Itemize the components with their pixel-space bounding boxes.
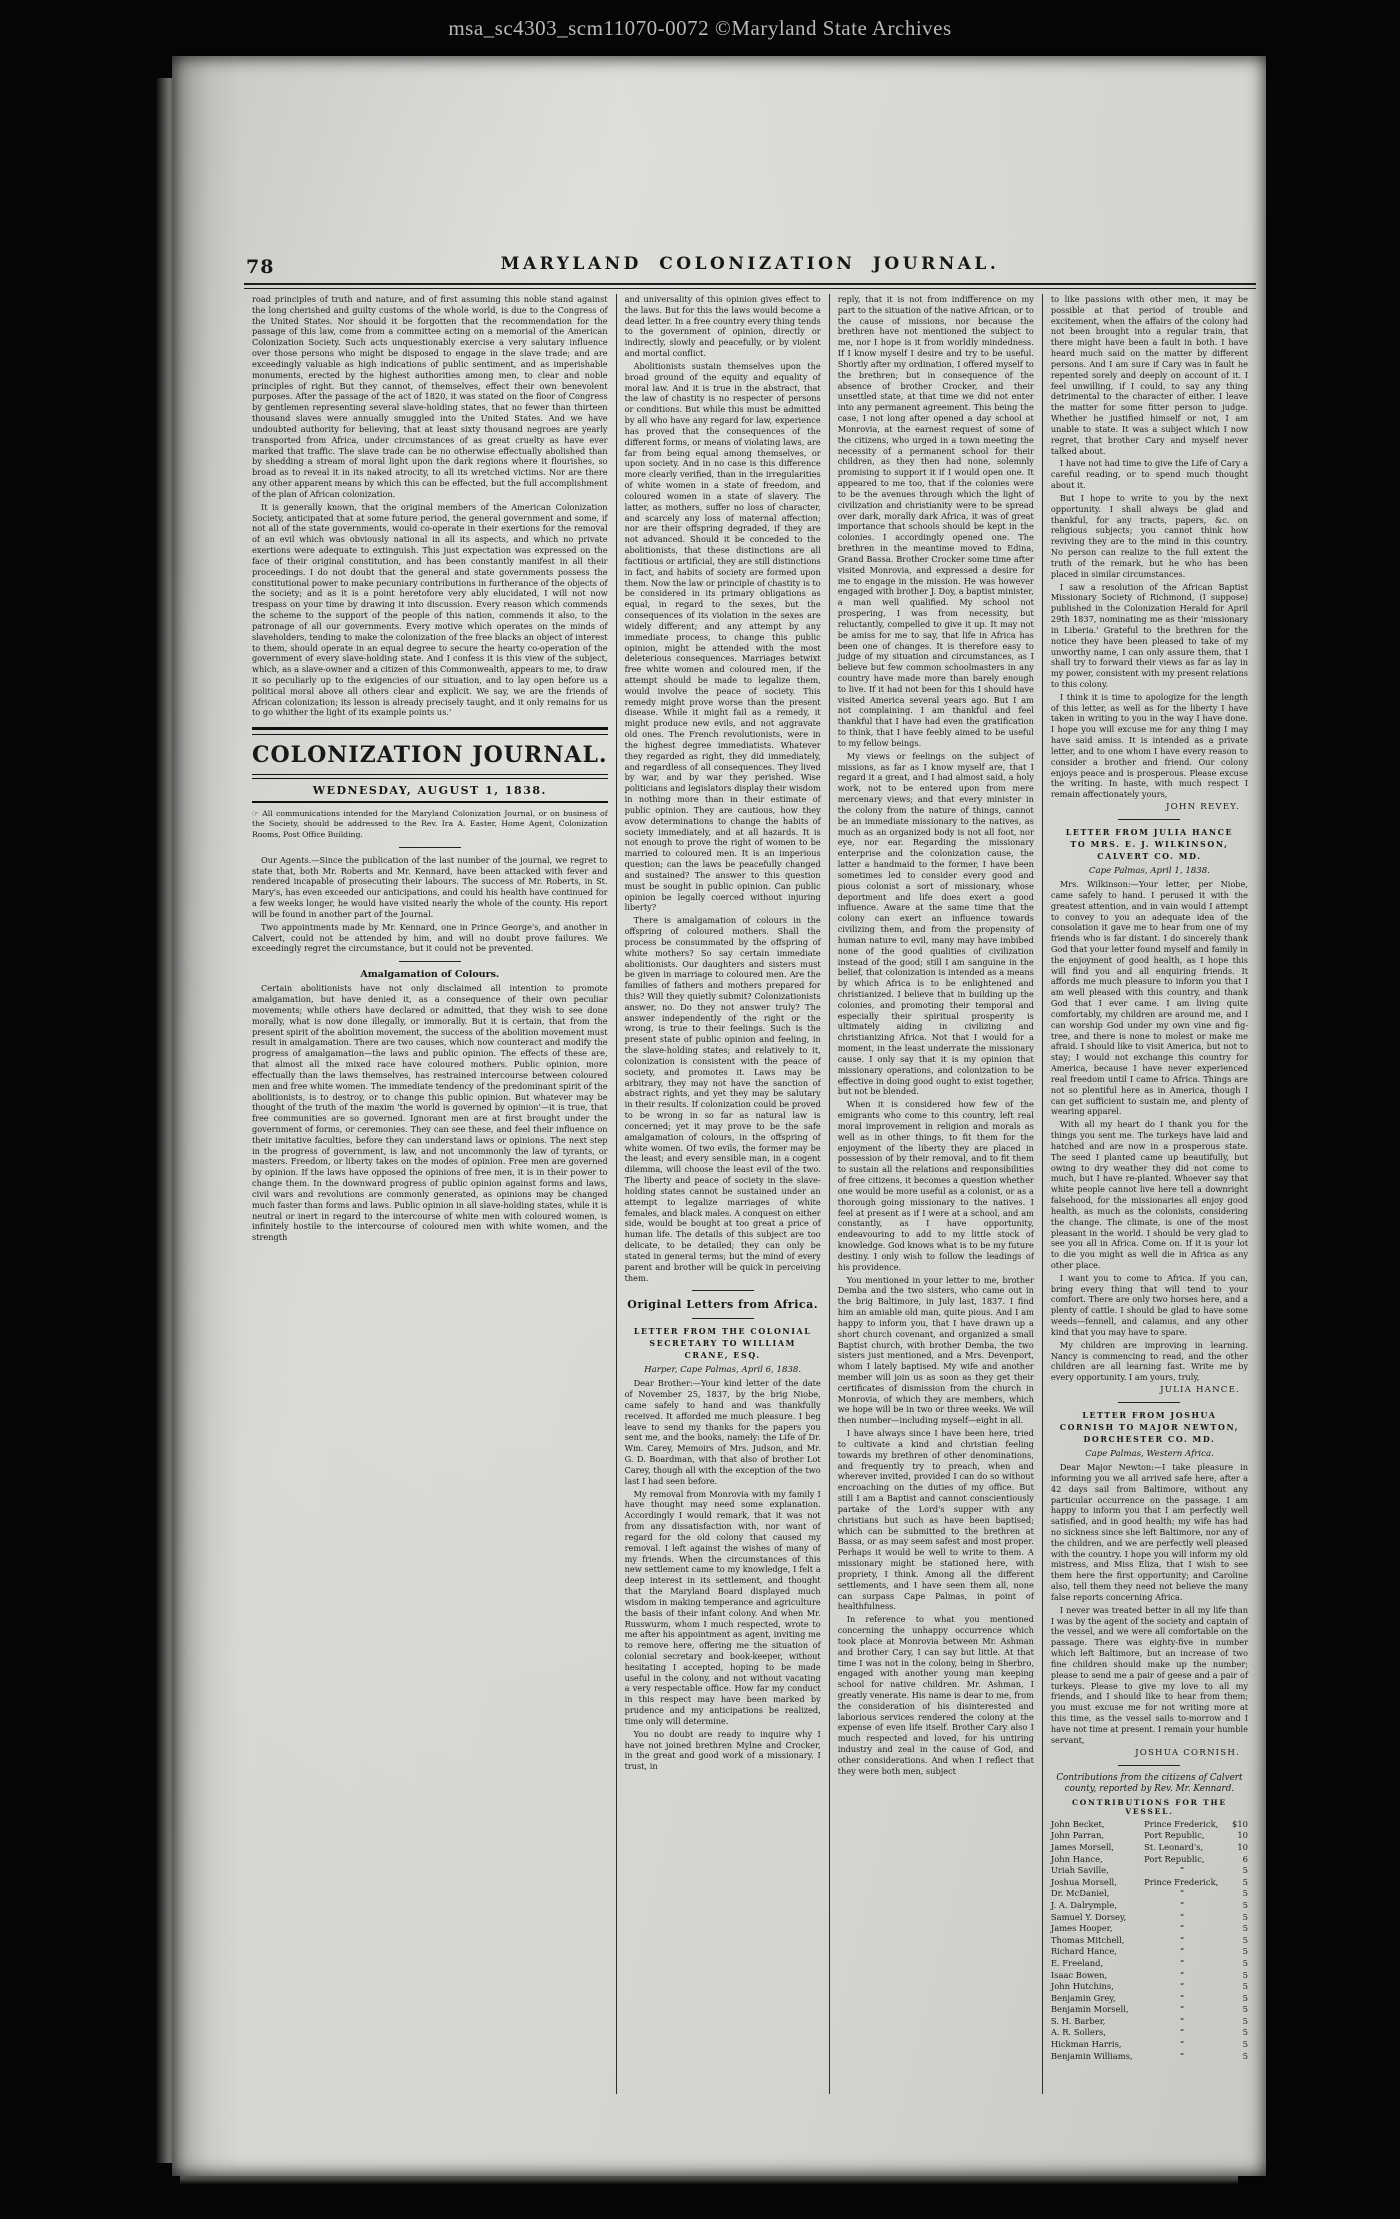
contributor-name: Dr. McDaniel, [1050, 1888, 1110, 1899]
contributor-name: A. R. Sollers, [1050, 2027, 1106, 2038]
contributor-place: “ [1179, 1957, 1185, 1968]
journal-masthead [252, 727, 608, 803]
contribution-amount: 5 [1242, 1934, 1248, 1945]
article-paragraph: It is generally known, that the original members of the American Colonization Society, anticipated that at some future period, the general government and some, if not all of the state governments, would co-operate in their exertions for the removal of an evil which was obviously national in all its aspects, and which no private exertions were adequate to extinguish. This just expectation was expressed on the face of their original constitution, and has been constantly manifest in all their proceedings. I do not doubt that the general and state governments possess the constitutional power to make pecuniary contributions in furtherance of the objects of the society; and as it is a point heretofore very ably elucidated, I will not now trespass on your time by drawing it into discussion. Every reason which commends the scheme to the support of the people of this nation, commends it also, to the patronage of all our governments. Every motive which operates on the minds of slaveholders, tending to make the colonization of the free blacks an object of interest to them, should operate in an equal degree to secure the hearty co-operation of the government of every slave-holding state. And I confess it is this view of the subject, which, as a slave-owner and a citizen of this Commonwealth, appears to me, to draw it so peculiarly up to the exigencies of our situation, and to lay open before us a political moral above all others clear and explicit. We say, we are the friends of African colonization; its lesson is already precisely taught, and it only remains for us to go whither the light of its example points us.' [252, 501, 608, 718]
letter-paragraph: I saw a resolution of the African Baptist Missionary Society of Richmond, (I suppose) published in the Colonization Herald for April 29th 1837, nominating me as their 'missionary in Liberia.' Grateful to the brethren for the notice they have been pleased to take of my unworthy name, I can only assure them, that I shall try to forward their views as far as lay in my power, consistent with my present relations to this colony. [1050, 581, 1248, 689]
agents-paragraph: Our Agents.—Since the publication of the last number of the journal, we regret to state that, both Mr. Roberts and Mr. Kennard, have been attacked with fever and rendered incapable of prosecuting their labours. The success of Mr. Roberts, in St. Mary's, has even exceeded our anticipations, and could his health have continued for a few weeks longer, he would have visited nearly the whole of the county. His report will be found in another part of the Journal. [252, 854, 608, 919]
contribution-amount: 5 [1242, 2027, 1248, 2038]
communications-notice: ☞ All communications intended for the Maryland Colonization Journal, or on business of the Society, should be addressed to the Rev. Ira A. Easter, Home Agent, Colonization Rooms, Post Office Building. [252, 809, 608, 839]
letter-paragraph: I want you to come to Africa. If you can, bring every thing that will tend to your comfort. There are only two horses here, and a plenty of cattle. I should be glad to have some weeds—fennell, and calamus, and any other kind that you may have to spare. [1050, 1272, 1248, 1337]
letter-paragraph: Dear Brother:—Your kind letter of the date of November 25, 1837, by the brig Niobe, came safely to hand and was thankfully received. It afforded me much pleasure. I beg leave to send my thanks for the papers you sent me, and the books, namely: the Life of Dr. Wm. Carey, Memoirs of Mrs. Judson, and Mr. G. D. Boardman, with that also of brother Lot Carey, though all with the exception of the two last I had seen before. [624, 1378, 821, 1486]
contributions-subtitle: CONTRIBUTIONS FOR THE VESSEL. [1071, 1797, 1227, 1816]
divider [692, 1318, 754, 1319]
contribution-row [1051, 1958, 1248, 1970]
signature: JOHN REVEY. [1166, 802, 1240, 813]
letter-paragraph: You mentioned in your letter to me, brother Demba and the two sisters, who came out in the brig Baltimore, in July last, 1837. I find him an amiable old man, quite pious. And I am happy to inform you, that I have drawn up a short church covenant, and organized a small Baptist church, with brother Demba, the two sisters just mentioned, and a Mrs. Devenport, whom I lately baptised. My wife and another member will join us as soon as they get their certificates of dismission from the church in Monrovia, of which they are members, which we hope will be in two or three weeks. We will then number—including myself—eight in all. [837, 1274, 1034, 1426]
contribution-row [1051, 2004, 1248, 2016]
contribution-row [1051, 1854, 1248, 1866]
page-number: 78 [246, 256, 275, 278]
contributor-name: John Becket, [1050, 1818, 1105, 1829]
contributor-name: Benjamin Morsell, [1050, 2004, 1129, 2015]
contribution-amount: 5 [1242, 1992, 1248, 2003]
contributor-name: Benjamin Grey, [1050, 1992, 1116, 2003]
column-4 [1043, 294, 1256, 2094]
letter-heading: LETTER FROM JULIA HANCE TO MRS. E. J. WILKINSON, CALVERT CO. MD. [1065, 828, 1234, 861]
contributor-place: “ [1179, 2039, 1185, 2050]
contribution-amount: 5 [1242, 1911, 1248, 1922]
contributor-place: “ [1179, 2027, 1185, 2038]
contributor-name: Benjamin Williams, [1050, 2050, 1133, 2061]
contribution-row [1051, 1830, 1248, 1842]
contribution-amount: 5 [1242, 2039, 1248, 2050]
letter-heading: LETTER FROM JOSHUA CORNISH TO MAJOR NEWTON, DORCHESTER CO. MD. [1059, 1411, 1240, 1444]
contributor-place: St. Leonard's, [1144, 1841, 1204, 1852]
contributor-place: Prince Frederick, [1144, 1818, 1219, 1829]
masthead-title: COLONIZATION JOURNAL. [252, 742, 608, 769]
letter-paragraph: My removal from Monrovia with my family I have thought may need some explanation. Accordingly I would remark, that it was not from any dissatisfaction with, nor want of regard for the old colony that caused my removal. I left against the wishes of many of my friends. When the circumstances of this new settlement came to my knowledge, I felt a deep interest in its settlement, and thought that the Maryland Board displayed much wisdom in making temperance and agriculture the basis of their infant colony. And when Mr. Russwurm, whom I much respected, wrote to me after his appointment as agent, inviting me to remove here, offering me the situation of colonial secretary and book-keeper, without hesitating I accepted, hoping to be made useful in the colony, and not without vacating a very respectable office. How far my conduct in this respect may have been marked by prudence and my anticipations be realized, time only will determine. [624, 1488, 821, 1726]
contributor-name: Thomas Mitchell, [1050, 1934, 1125, 1945]
header-rule [244, 283, 1256, 289]
contribution-amount: 5 [1242, 1969, 1248, 1980]
masthead-rule [252, 801, 608, 803]
contributor-name: James Hooper, [1050, 1923, 1113, 1934]
contribution-amount: 5 [1242, 1888, 1248, 1899]
agents-paragraph: Two appointments made by Mr. Kennard, one in Prince George's, and another in Calvert, could not be attended by him, and will no doubt prove failures. We exceedingly regret the circumstance, but it could not be prevented. [252, 921, 608, 954]
contribution-row [1051, 2016, 1248, 2028]
contributor-name: Richard Hance, [1050, 1946, 1117, 1957]
masthead-rule [252, 727, 608, 735]
page-content [244, 254, 1256, 2094]
letter-paragraph: In reference to what you mentioned concerning the unhappy occurrence which took place at Monrovia between Mr. Ashman and brother Cary, I can say but little. At that time I was not in the colony, being in Sherbro, engaged with another young man keeping school for native children. Mr. Ashman, I greatly venerate. His name is dear to me, from the consideration of his disinterested and laborious services rendered the colony at the expense of even life itself. Brother Cary also I much respected and loved, for his untiring industry and zeal in the cause of God, and other considerations. And when I reflect that they were both men, subject [837, 1614, 1034, 1776]
contributor-place: “ [1179, 1992, 1185, 2003]
article-paragraph: Certain abolitionists have not only disclaimed all intention to promote amalgamation, but have denied it, as a consequence of their own peculiar movements; while others have declared or admitted, that they wish to see done morally, what is now done illegally, or immorally. But it is certain, that from the present spirit of the abolition movement, the success of the abolition movement must result in amalgamation. There are two causes, which now counteract and modify the progress of amalgamation—the laws and public opinion. The effects of these are, that almost all the mixed race have coloured mothers. Public opinion, more effectually than the laws themselves, has restrained intercourse between coloured men and free white women. The immediate tendency of the predominant spirit of the abolitionists, is to destroy, or to change this public opinion. But whatever may be thought of the truth of the maxim 'the world is governed by opinion'—it is true, that free communities are so governed. Ignorant men are at first brought under the government of forms, or ceremonies. They can see these, and feel their influence on their imitative faculties, before they can understand laws or opinions. The next step in the progress of government, is law, and not uncommonly the law of tyrants, or masters. Freedom, or liberty takes on the modes of opinion. Free men are governed by opinion. If the laws have opposed the opinions of free men, it is in their power to change them. In the downward progress of public opinion against forms and laws, civil wars and revolutions are commonly generated, as opinions may be changed much faster than forms and laws. Public opinion in all slave-holding states, while it is neutral or inert in regard to the intercourse of white men with coloured women, is infinitely hostile to the intercourse of coloured men with white women, and the strength [252, 983, 608, 1243]
contribution-row [1051, 1946, 1248, 1958]
divider [1118, 819, 1180, 820]
contributor-name: John Parran, [1050, 1830, 1105, 1841]
contributor-place: “ [1179, 1888, 1185, 1899]
letter-dateline: Cape Palmas, Western Africa. [1085, 1448, 1214, 1459]
contributor-place: “ [1179, 1981, 1185, 1992]
contribution-amount: 5 [1242, 1923, 1248, 1934]
contribution-row [1051, 1935, 1248, 1947]
contributor-place: “ [1179, 1934, 1185, 1945]
article-paragraph: and universality of this opinion gives effect to the laws. But for this the laws would become a dead letter. In a free country every thing tends to the government of opinion, directly or indirectly, slowly and peacefully, or by violent and mortal conflict. [624, 294, 821, 359]
contribution-row [1051, 1819, 1248, 1831]
running-title: MARYLAND COLONIZATION JOURNAL. [500, 254, 1000, 274]
archive-watermark: msa_sc4303_scm11070-0072 ©Maryland State Archives [448, 16, 952, 40]
contribution-amount: 5 [1242, 1899, 1248, 1910]
contribution-row [1051, 2039, 1248, 2051]
letter-paragraph: to like passions with other men, it may be possible at that period of trouble and excitement, when the affairs of the colony had not been brought into a regular train, that there might have been a fault in both. I have heard much said on the matter by different persons. And I am sure if Cary was in fault he repented sorely and deeply on account of it. I feel unwilling, if I could, to say any thing detrimental to the character of either. I leave the matter for some fitter person to judge. Whether he justified himself or not, I am unable to state. It was a subject which I now regret, that brother Cary and myself never talked about. [1050, 294, 1248, 456]
contributor-name: Uriah Saville, [1050, 1865, 1109, 1876]
letter-paragraph: When it is considered how few of the emigrants who come to this country, left real moral improvement in religion and morals as well as in other things, to fit them for the enjoyment of the liberty they are placed in possession of by their removal, and to fit them to sustain all the relations and responsibilities of free citizens, it becomes a question whether one would be more useful as a colonist, or as a thorough going missionary to the natives. I feel at present as if I were at a school, and am constantly, as I have opportunity, endeavouring to add to my little stock of knowledge. God knows what is to be my future destiny. I only wish to follow the leadings of his providence. [837, 1099, 1034, 1272]
columns [244, 294, 1256, 2094]
letter-dateline: Harper, Cape Palmas, April 6, 1838. [644, 1364, 802, 1375]
letter-paragraph: I have not had time to give the Life of Cary a careful reading, or to spend much thought about it. [1050, 458, 1248, 491]
contribution-row [1051, 1842, 1248, 1854]
letter-paragraph: Mrs. Wilkinson:—Your letter, per Niobe, came safely to hand. I perused it with the greatest attention, and in vain would I attempt to convey to you an adequate idea of the consolation it gave me to hear from one of my friends who is far distant. I do sincerely thank God that your letter found myself and family in the enjoyment of good health, as I hope this will find you and all enquiring friends. It affords me much pleasure to inform you that I am well pleased with this country, and thank God that I ever came. I am living quite comfortably, my children are around me, and I can worship God under my own vine and fig-tree, and there is none to molest or make me afraid. I should like to visit America, but not to stay; I would not exchange this country for America, because I have never experienced real freedom until I came to Africa. Things are not so plentiful here as in America, though I can get sufficient to sustain me, and plenty of wearing apparel. [1050, 879, 1248, 1117]
letter-paragraph: reply, that it is not from indifference on my part to the situation of the native African, or to the cause of missions, nor because the brethren have not mentioned the subject to me, nor I hope is it from worldly mindedness. If I know myself I desire and try to be useful. Shortly after my ordination, I offered myself to the brethren; but in consequence of the absence of brother Crocker, and their unsettled state, at that time we did not enter into any permanent agreement. This being the case, I not long after opened a day school at Monrovia, at the earnest request of some of the citizens, who urged in a town meeting the necessity of a permanent school for their children, as they then had none, solemnly promising to support it if I would open one. It appeared to me too, that if the colonies were to be the avenues through which the light of civilization and christianity were to be spread over dark, morally dark Africa, it was of great importance that schools should be kept in the colonies. I accordingly opened one. The brethren in the meantime moved to Edina, Grand Bassa. Brother Crocker some time after visited Monrovia, and expressed a desire for me to engage in the mission. He was however engaged with brother J. Doy, a baptist minister, a man well qualified. My school not prospering, I was from necessity, but reluctantly, compelled to give it up. It may not be amiss for me to say, that life in Africa has been one of changes. It is therefore easy to judge of my situation and circumstances, as I believe but few common schoolmasters in any country have made more than barely enough to live. If it had not been for this I should have visited America several years ago. But I am not complaining. I am thankful and feel thankful that I have had even the gratification to think, that I have feebly aimed to be useful to my fellow beings. [837, 294, 1034, 748]
contributor-place: “ [1179, 2015, 1185, 2026]
letter-paragraph: You no doubt are ready to inquire why I have not joined brethren Mylne and Crocker, in the great and good work of a missionary. I trust, in [624, 1728, 821, 1772]
page-spine-shadow [172, 56, 242, 2176]
page-header [244, 254, 1256, 280]
contribution-amount: 10 [1237, 1830, 1248, 1841]
contribution-amount: 5 [1242, 1876, 1248, 1887]
letter-paragraph: My children are improving in learning. Nancy is commencing to read, and the other children are all learning fast. Write me by every opportunity. I am yours, truly, [1050, 1339, 1248, 1383]
contribution-row [1051, 1993, 1248, 2005]
contribution-row [1051, 2027, 1248, 2039]
contributor-name: J. A. Dalrymple, [1050, 1899, 1117, 1910]
contributions-table [1051, 1819, 1248, 2062]
contribution-row [1051, 1981, 1248, 1993]
contribution-row [1051, 1877, 1248, 1889]
contributor-name: James Morsell, [1050, 1841, 1114, 1852]
signature: JULIA HANCE. [1160, 1385, 1240, 1396]
letter-paragraph: Dear Major Newton:—I take pleasure in informing you we all arrived safe here, after a 42 days sail from Baltimore, without any particular occurrence on the passage. I am happy to inform you that I am perfectly well satisfied, and in good health; my wife has had no sickness since she left Baltimore, nor any of the children, and we are perfectly well pleased with the country. I hope you will inform my old mistress, and Miss Eliza, that I wish to see them here the first opportunity; and Caroline also, tell them they need not believe the many false reports concerning Africa. [1050, 1462, 1248, 1602]
divider [1118, 1765, 1180, 1766]
contribution-amount: 5 [1242, 1865, 1248, 1876]
contributor-name: Hickman Harris, [1050, 2039, 1122, 2050]
contributor-name: Samuel Y. Dorsey, [1050, 1911, 1127, 1922]
contributor-place: “ [1179, 2050, 1185, 2061]
contributor-place: “ [1179, 1969, 1185, 1980]
contribution-amount: 5 [1242, 1946, 1248, 1957]
contributor-place: Port Republic, [1144, 1830, 1205, 1841]
issue-date: WEDNESDAY, AUGUST 1, 1838. [312, 784, 547, 798]
contributor-place: “ [1179, 1865, 1185, 1876]
contributor-place: “ [1179, 1923, 1185, 1934]
contributor-name: E. Freeland, [1050, 1957, 1104, 1968]
letter-paragraph: I never was treated better in all my life than I was by the agent of the society and captain of the vessel, and we were all comfortable on the passage. There was eighty-five in number which left Baltimore, but an increase of two fine children should make up the number; please to send me a pair of geese and a pair of turkeys. Please to give my love to all my friends, and I should like to hear from them; you must excuse me for not writing more at this time, as the vessel sails to-morrow and I have not time at present. I remain your humble servant, [1050, 1604, 1248, 1745]
contributor-name: John Hance, [1050, 1853, 1103, 1864]
letter-paragraph: I think it is time to apologize for the length of this letter, as well as for the liberty I have taken in writing to you in the way I have done. I hope you will excuse me for any thing I may have said amiss. It is intended as a private letter, and to one whom I have every reason to consider a brother and friend. Our colony enjoys peace and is prosperous. Please excuse the writing. In haste, with much respect I remain affectionately yours, [1050, 691, 1248, 800]
contributor-place: Port Republic, [1144, 1853, 1205, 1864]
contributor-place: “ [1179, 2004, 1185, 2015]
letter-dateline: Cape Palmas, April 1, 1838. [1088, 865, 1210, 876]
contributions-title: Contributions from the citizens of Calvert county, reported by Rev. Mr. Kennard. [1056, 1772, 1243, 1795]
masthead-rule [252, 774, 608, 779]
contribution-row [1051, 1888, 1248, 1900]
contribution-amount: 5 [1242, 2050, 1248, 2061]
column-1 [244, 294, 617, 2094]
divider [399, 961, 461, 962]
divider [692, 1290, 754, 1291]
contribution-amount: 6 [1242, 1853, 1248, 1864]
contribution-row [1051, 1900, 1248, 1912]
contribution-row [1051, 1970, 1248, 1982]
letter-paragraph: But I hope to write to you by the next opportunity. I shall always be glad and thankful, for any tracts, papers, &c. on religious subjects; you cannot think how reviving they are to the mind in this country. No person can realize to the full extent the truth of the remark, but he who has been placed in similar circumstances. [1050, 492, 1248, 579]
contributor-name: Joshua Morsell, [1050, 1876, 1117, 1887]
letter-paragraph: With all my heart do I thank you for the things you sent me. The turkeys have laid and hatched and are now in a prosperous state. The seed I planted came up beautifully, but owing to dry weather they did not come to much, but I have re-planted. Whoever say that white people cannot live here tell a downright falsehood, for the missionaries all enjoy good health, as much as the colonists, considering the change. The climate, is one of the most pleasant in the world. I should be very glad to see you all in Africa. Come on. If it is your lot to die you might as well die in Africa as any other place. [1050, 1119, 1248, 1270]
contribution-amount: 5 [1242, 1957, 1248, 1968]
divider [1118, 1402, 1180, 1403]
newspaper-page [172, 56, 1266, 2176]
letter-heading: LETTER FROM THE COLONIAL SECRETARY TO WILLIAM CRANE, ESQ. [633, 1327, 812, 1361]
column-3 [830, 294, 1043, 2094]
column-2 [617, 294, 830, 2094]
article-paragraph: There is amalgamation of colours in the offspring of coloured mothers. Shall the process be consummated by the offspring of white mothers? So say certain immediate abolitionists. Our daughters and sisters must be given in marriage to coloured men. Are the families of fathers and mothers prepared for this? Will they quietly submit? Colonizationists answer, no. Do they not answer truly? The answer independently of the right or the wrong, is true to their feelings. Such is the present state of public opinion and feeling, in the slave-holding states; and relatively to it, colonization is consistent with the peace of society, and promotes it. Laws may be arbitrary, they may not have the sanction of abstract rights, and yet they may be salutary in their results. If colonization could be proved to be wrong in so far as natural law is concerned; yet it may prove to be the safe amalgamation of colours, in the offspring of white women. Of two evils, the former may be the least; and every sensible man, in a cogent dilemma, will choose the least evil of the two. The liberty and peace of society in the slave-holding states cannot be sustained under an attempt to legalize marriages of white females, and black males. A conquest on either side, would be bought at too great a price of human life. The details of this subject are too delicate, to be detailed; they can only be stated in general terms; but the mind of every parent and brother will be quick in perceiving them. [624, 915, 821, 1283]
contribution-amount: 5 [1242, 2004, 1248, 2015]
signature: JOSHUA CORNISH. [1135, 1747, 1240, 1758]
contributor-place: “ [1179, 1911, 1185, 1922]
contribution-amount: 10 [1237, 1841, 1248, 1852]
article-paragraph: road principles of truth and nature, and of first assuming this noble stand against the long cherished and guilty customs of the whole world, is due to the Congress of the United States. Nor should it be forgotten that the recommendation for the passage of this law, come from a committee acting on a memorial of the American Colonization Society. Such acts unquestionably exercise a very salutary influence over those persons who might be disposed to engage in the slave trade; and are exceedingly valuable as high indications of public sentiment, and as imperishable monuments, erected by the highest authorities among men, to clear and noble principles of right. But they cannot, of themselves, effect their own benevolent purposes. After the passage of the act of 1820, it was stated on the floor of Congress by gentlemen representing several slave-holding states, that no fewer than thirteen thousand slaves were annually smuggled into the United States. And we have undoubted authority for believing, that at least sixty thousand negroes are yearly transported from Africa, under circumstances of as great cruelty as have ever marked that traffic. The slave trade can be no otherwise effectually abolished than by shedding a stream of moral light upon the dark regions where it flourishes, so broad as to reveal it in its naked atrocity, to all its wretched victims. Nor are there any other apparent means by which this can be effected, but the full accomplishment of the plan of African colonization. [252, 294, 608, 499]
contributor-place: “ [1179, 1946, 1185, 1957]
contributor-name: S. H. Barber, [1050, 2015, 1106, 2026]
letter-paragraph: My views or feelings on the subject of missions, as far as I know myself are, that I regard it a great, and I had almost said, a holy work, not to be entered upon from mere mercenary views; and that every minister in the colony from the nature of things, cannot be an immediate missionary to the natives, as much as an organized body is not all foot, nor eye, nor ear. Regarding the missionary enterprise and the colonization cause, the latter a handmaid to the former, I have been sometimes led to consider every good and pious colonist a sort of missionary, whose deportment and life does exert a good influence. Aware at the same time that the colony can exert an influence towards civilizing them, and from the propensity of human nature to evil, many may have imbibed none of the good qualities of civilization instead of the good; still I am sanguine in the belief, that colonization is intended as a means by which Africa is to be enlightened and christianized. I believe that in building up the colonies, and promoting their temporal and especially their spiritual prosperity is ultimately aiding in civilizing and christianizing Africa. Not that I would for a moment, in the least underrate the missionary cause. I only say that it is my opinion that missionary operations, and colonization to be effective in doing good ought to exist together, but not be blended. [837, 750, 1034, 1097]
contribution-amount: $10 [1232, 1818, 1248, 1829]
contributor-name: John Hutchins, [1050, 1981, 1114, 1992]
contributor-name: Isaac Bowen, [1050, 1969, 1108, 1980]
contributor-place: Prince Frederick, [1144, 1876, 1219, 1887]
contribution-row [1051, 1912, 1248, 1924]
article-paragraph: Abolitionists sustain themselves upon the broad ground of the equity and equality of moral law. And it is true in the abstract, that the law of chastity is no respecter of persons or conditions. But while this must be admitted by all who have any regard for law, experience has proved that the consequences of the different forms, or means of violating laws, are far from being equal among themselves, or upon society. And in no case is this difference more clearly verified, than in the irregularities of white women in a state of freedom, and coloured women in a state of slavery. The latter, as mothers, suffer no loss of character, and scarcely any loss of maternal affection; nor are their offspring degraded, if they are not advanced. Should it be conceded to the abolitionists, that these distinctions are all factitious or artificial, they are still distinctions in fact, and habits of society are formed upon them. Now the law or principle of chastity is to be considered in its primary obligations as equal, in regard to the sexes, but the consequences of its violation in the sexes are widely different; and any attempt by any immediate process, to change this public opinion, might be attended with the most deleterious consequences. Marriages betwixt free white women and coloured men, if the attempt should be made to legalize them, would involve the peace of society. This remedy might prove worse than the present disease. While it might fail as a remedy, it might produce new evils, and not aggravate old ones. The French revolutionists, were in the highest degree immediatists. Whatever they regarded as right, they did immediately, and regardless of all consequences. They lived by war, and by war they perished. Wise politicians and legislators display their wisdom in nothing more than in their estimate of public opinion. They are cautious, how they avow determinations to change the habits of society immediately, and at all hazards. It is not enough to prove the right of women to be married to coloured men. It is an imperious question; can the laws be peacefully changed and sustained? The answer to this question must be sought in public opinion. Can public opinion be legally coerced without injuring liberty? [624, 360, 821, 913]
contribution-row [1051, 2051, 1248, 2063]
contributor-place: “ [1179, 1899, 1185, 1910]
contribution-amount: 5 [1242, 2015, 1248, 2026]
amalgamation-heading: Amalgamation of Colours. [360, 969, 500, 981]
contribution-row [1051, 1865, 1248, 1877]
section-heading: Original Letters from Africa. [627, 1298, 819, 1312]
contribution-row [1051, 1923, 1248, 1935]
contribution-amount: 5 [1242, 1981, 1248, 1992]
letter-paragraph: I have always since I have been here, tried to cultivate a kind and christian feeling towards my brethren of other denominations, and frequently try to preach, when and wherever invited, provided I can do so without encroaching on the duties of my office. But still I am a Baptist and cannot conscientiously partake of the Lord's supper with any christians but such as have been baptised; which can be submitted to the brethren at Bassa, or as may seem safest and most proper. Perhaps it would be well to write to them. A missionary might be stationed here, with propriety, I think. Among all the different settlements, and I have seen them all, none can surpass Cape Palmas, in point of healthfulness. [837, 1428, 1034, 1612]
divider [399, 847, 461, 848]
